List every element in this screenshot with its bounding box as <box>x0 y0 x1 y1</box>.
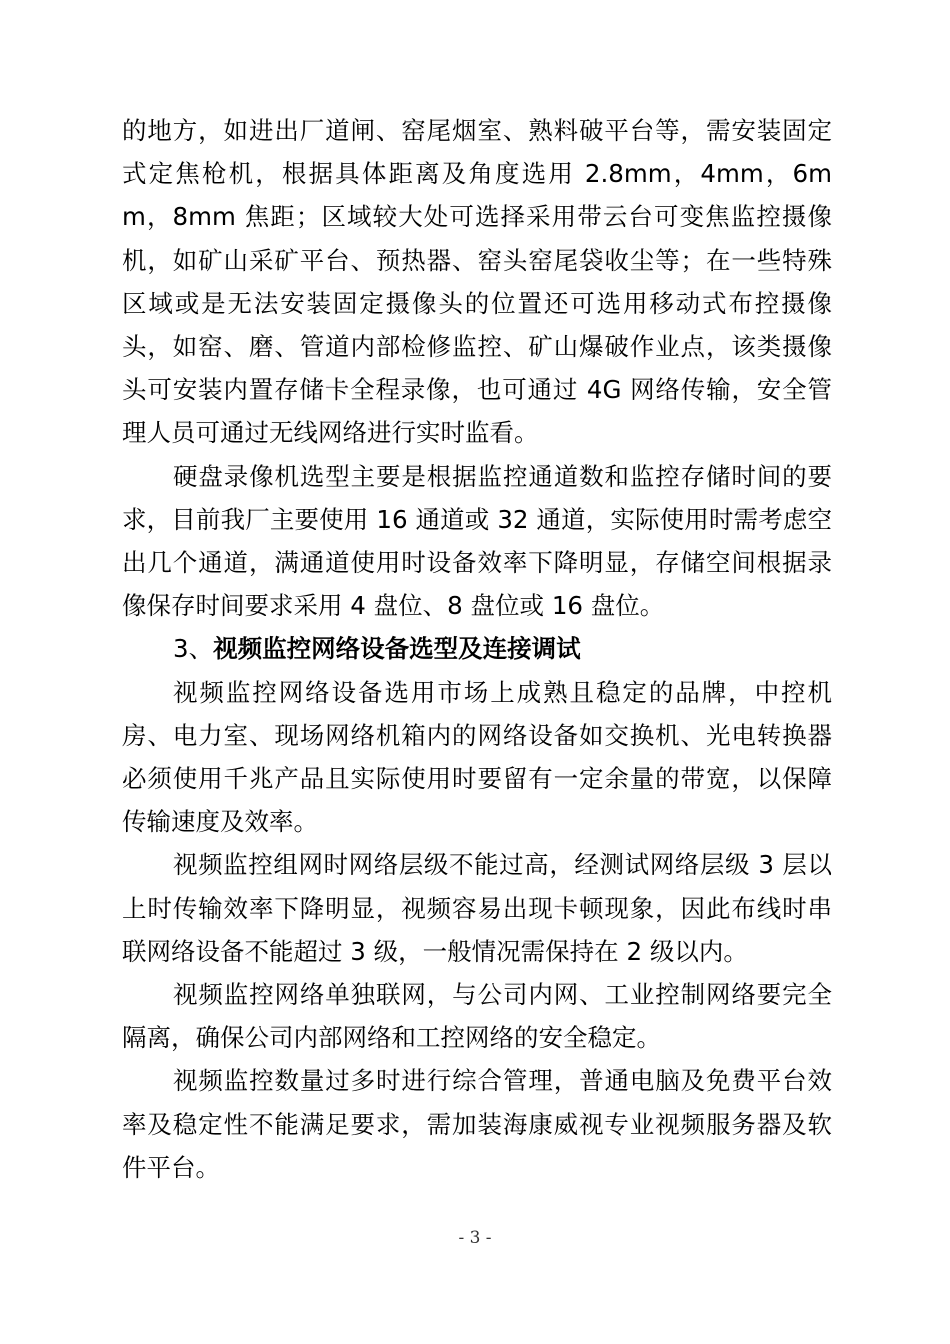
section-heading <box>122 627 832 670</box>
paragraph-network-equipment: 视频监控网络设备选用市场上成熟且稳定的品牌，中控机房、电力室、现场网络机箱内的网络设备如交换机、光电转换器必须使用千兆产品且实际使用时要留有一定余量的带宽，以保障传输速度及效率。 <box>122 677 832 837</box>
section-number: 3、 <box>173 634 214 664</box>
paragraph-network-isolation: 视频监控网络单独联网，与公司内网、工业控制网络要完全隔离，确保公司内部网络和工控网络的安全稳定。 <box>122 980 832 1053</box>
paragraph-central-management: 视频监控数量过多时进行综合管理，普通电脑及免费平台效率及稳定性不能满足要求，需加装海康威视专业视频服务器及软件平台。 <box>122 1066 832 1182</box>
paragraph-camera-selection: 的地方，如进出厂道闸、窑尾烟室、熟料破平台等，需安装固定式定焦枪机，根据具体距离及角度选用 2.8mm，4mm，6mm，8mm 焦距；区域较大处可选择采用带云台可变焦监控摄像机，如矿山采矿平台、预热器、窑头窑尾袋收尘等；在一些特殊区域或是无法安装固定摄像头的位置还可选用移动式布控摄像头，如窑、磨、管道内部检修监控、矿山爆破作业点，该类摄像头可安装内置存储卡全程录像，也可通过 4G 网络传输，安全管理人员可通过无线网络进行实时监看。 <box>122 116 832 448</box>
section-title: 视频监控网络设备选型及连接调试 <box>213 634 581 664</box>
paragraph-network-layers: 视频监控组网时网络层级不能过高，经测试网络层级 3 层以上时传输效率下降明显，视频容易出现卡顿现象，因此布线时串联网络设备不能超过 3 级，一般情况需保持在 2 级以内。 <box>122 850 832 966</box>
page-number: - 3 - <box>458 1228 492 1248</box>
document-body <box>122 109 832 1189</box>
paragraph-nvr-selection: 硬盘录像机选型主要是根据监控通道数和监控存储时间的要求，目前我厂主要使用 16 通道或 32 通道，实际使用时需考虑空出几个通道，满通道使用时设备效率下降明显，存储空间根据录像保存时间要求采用 4 盘位、8 盘位或 16 盘位。 <box>122 461 832 621</box>
